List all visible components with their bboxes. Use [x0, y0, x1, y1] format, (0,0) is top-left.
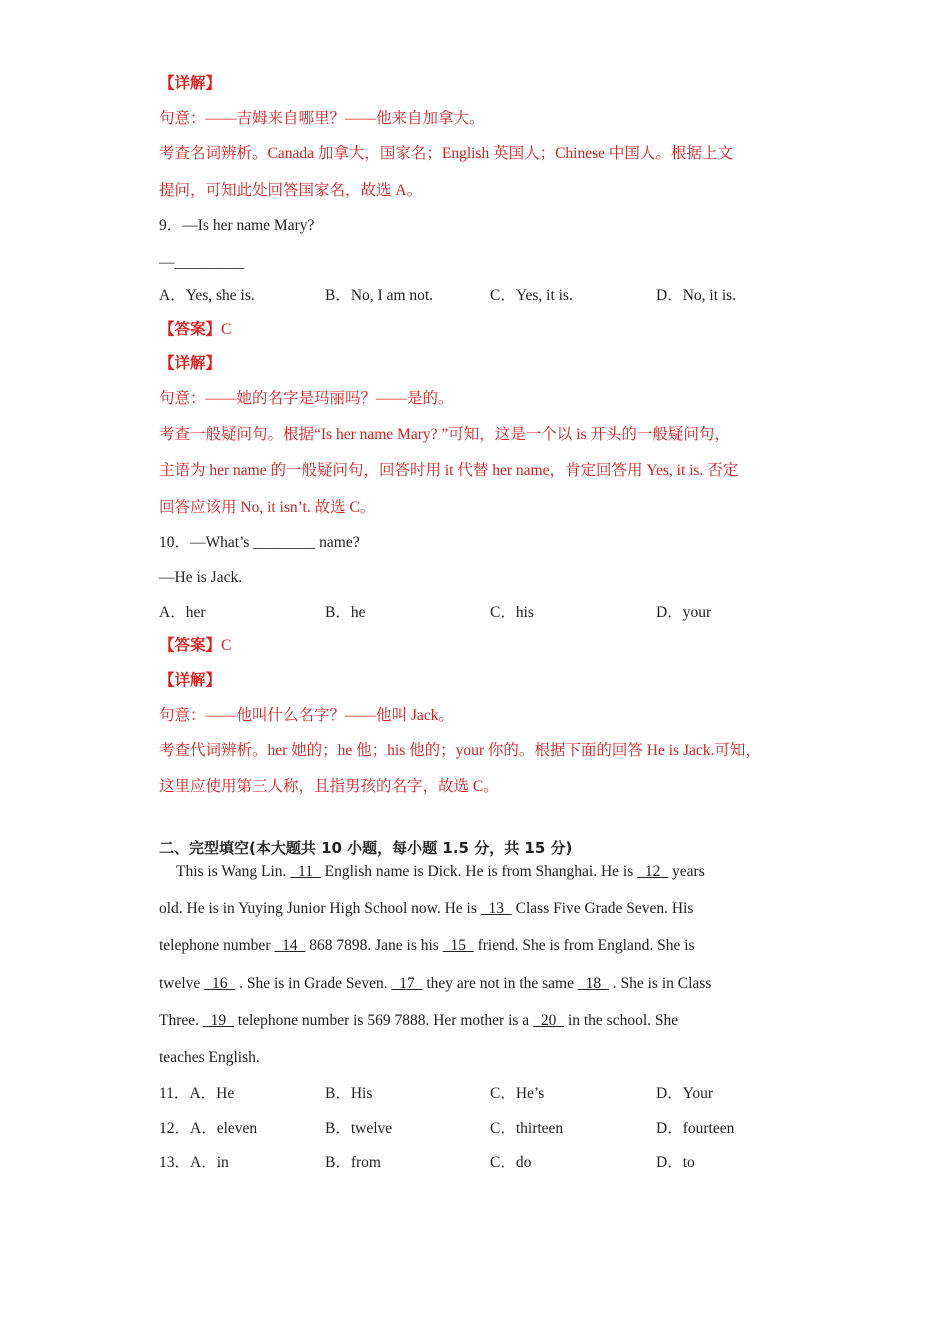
cloze-blank: 16 [204, 975, 236, 992]
q10-answer [159, 636, 231, 656]
q12-option-d: D．fourteen [656, 1120, 735, 1137]
passage-text: Class Five Grade Seven. His [511, 900, 694, 917]
q9-analysis-line3: 回答应该用 No, it isn’t. 故选 C。 [159, 499, 376, 516]
passage-text: friend. She is from England. She is [473, 937, 695, 954]
q9-answer [159, 320, 231, 340]
q9-option-c: C．Yes, it is. [490, 287, 573, 304]
passage-text: old. He is in Yuying Junior High School now. He is [159, 900, 481, 917]
q12-option-b: B．twelve [325, 1120, 393, 1137]
q13-option-d: D．to [656, 1154, 695, 1171]
q11-option-d: D．Your [656, 1085, 713, 1102]
cloze-blank: 18 [577, 975, 609, 992]
q10-explain-label: 【详解】 [159, 672, 222, 689]
q11-option-b: B．His [325, 1085, 373, 1102]
q12-row [159, 1119, 257, 1139]
q8-analysis-line2: 提问，可知此处回答国家名，故选 A。 [159, 182, 423, 199]
passage-text: English name is Dick. He is from Shanghai. He is [320, 863, 638, 880]
passage-text: in the school. She [564, 1012, 679, 1029]
passage-text: teaches English. [159, 1049, 260, 1066]
cloze-blank: 19 [202, 1012, 234, 1029]
q8-meaning: 句意：——吉姆来自哪里？——他来自加拿大。 [159, 110, 485, 127]
cloze-blank: 13 [480, 900, 512, 917]
answer-value: C [221, 321, 232, 338]
cloze-blank: 15 [442, 937, 474, 954]
q10-option-b: B．he [325, 604, 366, 621]
q10-analysis-line2: 这里应使用第三人称，且指男孩的名字，故选 C。 [159, 778, 499, 795]
q12-option-c: C．thirteen [490, 1120, 564, 1137]
cloze-blank: 12 [637, 863, 669, 880]
q12-option-a: A．eleven [190, 1120, 258, 1137]
passage-text: 868 7898. Jane is his [305, 937, 443, 954]
passage-text: . She is in Class [608, 975, 712, 992]
passage-line [159, 899, 693, 919]
answer-label: 【答案】 [159, 637, 222, 654]
q10-option-d: D．your [656, 604, 712, 621]
q9-option-d: D．No, it is. [656, 287, 737, 304]
passage-text: This is Wang Lin. [176, 863, 291, 880]
q13-option-c: C．do [490, 1154, 532, 1171]
q9-analysis-line2: 主语为 her name 的一般疑问句，回答时用 it 代替 her name，肯定回答用 Yes, it is. 否定 [159, 462, 739, 479]
q13-option-b: B．from [325, 1154, 381, 1171]
q9-question: 9．—Is her name Mary? [159, 217, 315, 234]
passage-text: telephone number is 569 7888. Her mother is a [233, 1012, 534, 1029]
q10-analysis-line1: 考查代词辨析。her 她的；he 他；his 他的；your 你的。根据下面的回答 He is Jack.可知， [159, 742, 761, 759]
passage-line [159, 936, 695, 956]
passage-line [159, 1048, 260, 1068]
q12-number: 12． [159, 1120, 191, 1137]
section2-heading: 二、完型填空(本大题共 10 小题，每小题 1.5 分，共 15 分) [159, 839, 573, 857]
passage-text: Three. [159, 1012, 203, 1029]
q10-answer-line: —He is Jack. [159, 569, 243, 586]
cloze-blank: 14 [274, 937, 306, 954]
q13-number: 13． [159, 1154, 191, 1171]
q13-row [159, 1153, 229, 1173]
passage-text: twelve [159, 975, 205, 992]
q9-analysis-line1: 考查一般疑问句。根据“Is her name Mary? ”可知，这是一个以 is 开头的一般疑问句， [159, 426, 730, 443]
q10-option-a: A．her [159, 604, 206, 621]
q11-option-c: C．He’s [490, 1085, 545, 1102]
cloze-blank: 11 [290, 863, 321, 880]
answer-label: 【答案】 [159, 321, 222, 338]
q9-explain-label: 【详解】 [159, 355, 222, 372]
passage-line [176, 862, 705, 882]
passage-text: telephone number [159, 937, 275, 954]
q9-answer-line: —_________ [159, 254, 245, 271]
q9-option-b: B．No, I am not. [325, 287, 434, 304]
passage-line [159, 1011, 678, 1031]
passage-text: years [668, 863, 705, 880]
cloze-blank: 17 [391, 975, 423, 992]
q10-question: 10．—What’s ________ name? [159, 534, 360, 551]
q10-option-c: C．his [490, 604, 534, 621]
q9-meaning: 句意：——她的名字是玛丽吗？——是的。 [159, 390, 454, 407]
answer-value: C [221, 637, 232, 654]
q13-option-a: A．in [190, 1154, 229, 1171]
q9-option-a: A．Yes, she is. [159, 287, 255, 304]
q10-meaning: 句意：——他叫什么名字？——他叫 Jack。 [159, 707, 454, 724]
q11-row [159, 1084, 234, 1104]
passage-line [159, 974, 711, 994]
q8-analysis-line1: 考查名词辨析。Canada 加拿大，国家名；English 英国人；Chinese 中国人。根据上文 [159, 145, 733, 162]
q11-number: 11． [159, 1085, 190, 1102]
q11-option-a: A．He [189, 1085, 235, 1102]
passage-text: they are not in the same [422, 975, 578, 992]
cloze-blank: 20 [533, 1012, 565, 1029]
q8-explain-label: 【详解】 [159, 75, 222, 92]
passage-text: . She is in Grade Seven. [235, 975, 392, 992]
